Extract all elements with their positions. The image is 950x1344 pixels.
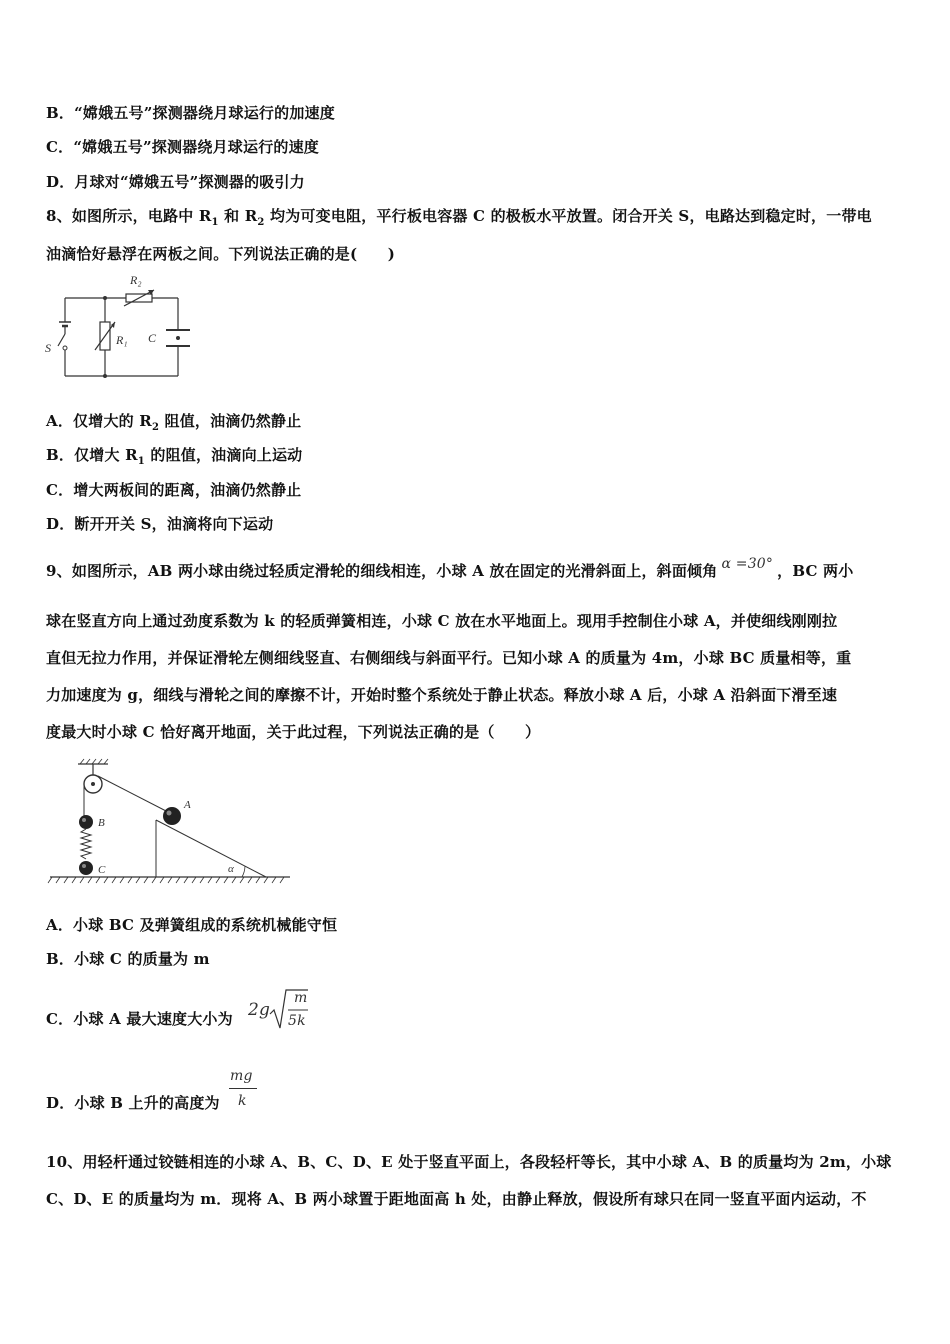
q9-incline-figure: [46, 756, 296, 888]
q8-option-d: D．断开开关 S，油滴将向下运动: [46, 515, 274, 533]
oil-drop-icon: [176, 336, 180, 340]
q9-option-d: D．小球 B 上升的高度为 mg k: [46, 1068, 220, 1116]
q9-stem-line5: 度最大时小球 C 恰好离开地面，关于此过程，下列说法正确的是（ ）: [46, 723, 541, 741]
q8-circuit-figure: [40, 270, 200, 386]
q10-stem-line1: 10、用轻杆通过铰链相连的小球 A、B、C、D、E 处于竖直平面上，各段轻杆等长，其中小球 A、B 的质量均为 2m，小球: [46, 1153, 892, 1171]
q9-option-a: A．小球 BC 及弹簧组成的系统机械能守恒: [46, 916, 338, 934]
ball-c-icon: [79, 861, 93, 875]
r1-label: R₁: [116, 333, 128, 347]
fraction-bar: [229, 1088, 257, 1089]
label-b: B: [98, 817, 105, 829]
q9-stem-line3: 直但无拉力作用，并保证滑轮左侧细线竖直、右侧细线与斜面平行。已知小球 A 的质量为 4m，小球 BC 质量相等，重: [46, 649, 852, 667]
label-a: A: [184, 799, 191, 811]
q8-option-b: B．仅增大 $R_1$ 的阻值，油滴向上运动: [46, 446, 303, 467]
ball-b-icon: [79, 815, 93, 829]
q9-option-b: B．小球 C 的质量为 m: [46, 950, 210, 968]
switch-label: S: [45, 341, 51, 355]
angle-expression: α =30°: [721, 556, 774, 572]
q10-stem-line2: C、D、E 的质量均为 m．现将 A、B 两小球置于距地面高 h 处，由静止释放，假设所有球只在同一竖直平面内运动，不: [46, 1190, 867, 1208]
q9-option-c: C．小球 A 最大速度大小为 2g m 5k: [46, 986, 233, 1034]
prev-option-c: C．“嫦娥五号”探测器绕月球运行的速度: [46, 138, 319, 156]
ball-a-icon: [163, 807, 181, 825]
r2-label: R₂: [130, 273, 142, 287]
q8-option-c: C．增大两板间的距离，油滴仍然静止: [46, 481, 302, 499]
q8-stem-line2: 油滴恰好悬浮在两板之间。下列说法正确的是( ): [46, 245, 395, 263]
capacitor-label: C: [148, 331, 157, 345]
q9-stem-line2: 球在竖直方向上通过劲度系数为 k 的轻质弹簧相连，小球 C 放在水平地面上。现用手控制住小球 A，并使细线刚刚拉: [46, 612, 838, 630]
q8-option-a: A．仅增大的 $R_2$ 阻值，油滴仍然静止: [46, 412, 302, 433]
prev-option-b: B．“嫦娥五号”探测器绕月球运行的加速度: [46, 104, 335, 122]
q9-stem-line4: 力加速度为 g，细线与滑轮之间的摩擦不计，开始时整个系统处于静止状态。释放小球 A 后，小球 A 沿斜面下滑至速: [46, 686, 838, 704]
spring-icon: [81, 829, 91, 859]
q9-stem-line1: 9、如图所示，AB 两小球由绕过轻质定滑轮的细线相连，小球 A 放在固定的光滑斜面上，斜面倾角 α =30° ，BC 两小: [46, 556, 854, 580]
q8-stem-line1: 8、如图所示，电路中 $R_1$ 和 $R_2$ 均为可变电阻，平行板电容器 C 的极板水平放置。闭合开关 S，电路达到稳定时，一带电: [46, 207, 872, 228]
label-c: C: [98, 864, 106, 876]
prev-option-d: D．月球对“嫦娥五号”探测器的吸引力: [46, 173, 305, 191]
label-alpha: α: [228, 863, 234, 875]
